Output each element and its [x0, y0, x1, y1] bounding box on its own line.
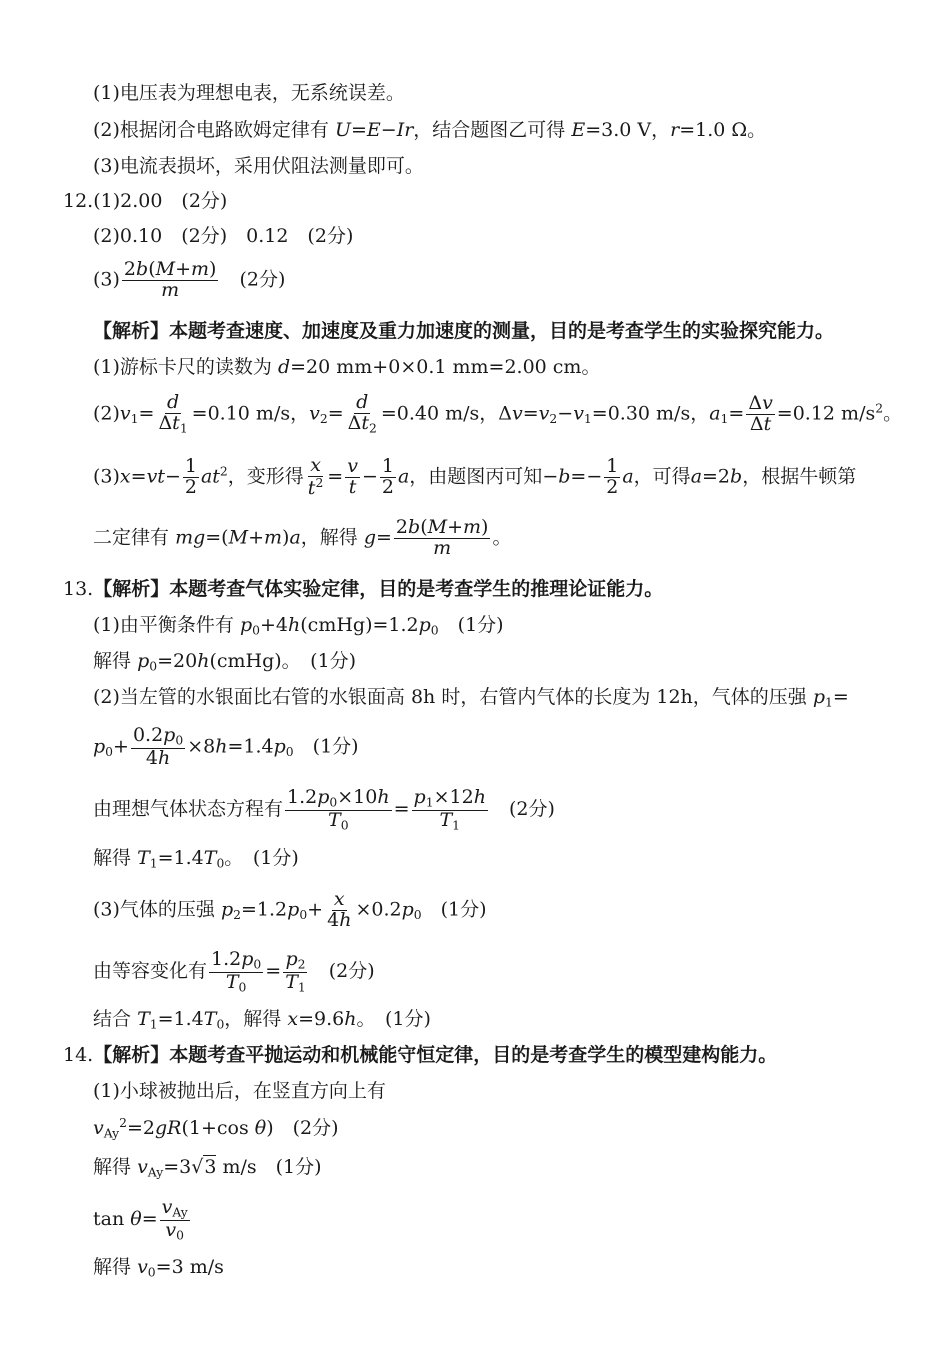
text-line: (3)电流表损坏，采用伏阻法测量即可。: [93, 155, 424, 177]
fraction: $\frac{2b(M+m)}{m}$: [123, 258, 217, 301]
text-line: 12.(1)2.00 (2分): [63, 190, 228, 212]
text-line: 结合 $T_1=1.4T_0$，解得 x=9.6h。 (1分): [93, 1008, 431, 1032]
text-line: 解得 $p_0=20h(cmHg)$。 (1分): [93, 650, 357, 674]
text-line: (1)游标卡尺的读数为 d=20 mm+0×0.1 mm=2.00 cm。: [93, 356, 601, 378]
text-line: (3)气体的压强 $p_2=1.2p_0+$ $\frac{x}{4h}$ $\times 0.2p_0$ (1分): [93, 888, 487, 931]
section-heading: 【解析】本题考查速度、加速度及重力加速度的测量，目的是考查学生的实验探究能力。: [93, 320, 835, 342]
text-line: (3) $\frac{2b(M+m)}{m}$ (2分): [93, 258, 286, 301]
text-line: (1)由平衡条件有 $p_0+4h(cmHg)=1.2p_0$ (1分): [93, 614, 504, 638]
text-line: 解得 $v_{Ay}=3√3$ m/s (1分): [93, 1156, 322, 1180]
text-line: (2)当左管的水银面比右管的水银面高 8h 时，右管内气体的长度为 12h，气体的压强 $p_1=$: [93, 686, 849, 710]
text-line: 解得 $T_1=1.4T_0$。 (1分): [93, 847, 299, 871]
text-line: tan θ= $\frac{v_{Ay}}{v_0}$: [93, 1196, 188, 1243]
text-line: (2)0.10 (2分) 0.12 (2分): [93, 225, 354, 247]
text-line: 由等容变化有 $\frac{1.2p_0}{T_0}$ = $\frac{p_2}{T_1}$ (2分): [93, 948, 375, 995]
text-line: 13.【解析】本题考查气体实验定律，目的是考查学生的推理论证能力。: [63, 578, 664, 600]
text-line: 二定律有 mg=(M+m)a，解得 g= $\frac{2b(M+m)}{m}$ 。: [93, 516, 512, 559]
text-line: 解得 $v_0=3$ m/s: [93, 1256, 224, 1280]
text-line: $p_0+$ $\frac{0.2p_0}{4h}$ $\times 8h=1.4p_0$ (1分): [93, 724, 359, 769]
text-line: 14.【解析】本题考查平抛运动和机械能守恒定律，目的是考查学生的模型建构能力。: [63, 1044, 778, 1066]
text-line: 由理想气体状态方程有 $\frac{1.2p_0\times 10h}{T_0}$ = $\frac{p_1\times 12h}{T_1}$ (2分): [93, 786, 555, 833]
text-line: $v_{Ay}^2=2gR(1+\cos$ θ) (2分): [93, 1116, 339, 1141]
text-line: (3)x=vt− $\frac{1}{2}$ $at^2$，变形得 $\frac{x}{t^2}$ = $\frac{v}{t}$ − $\frac{1}{2}$ a，由题图丙可知−b=− $\frac{1}{2}$ a，可得a=2b，根据牛顿第: [93, 454, 857, 499]
text-line: (1)电压表为理想电表，无系统误差。: [93, 82, 405, 104]
text-line: $(2)v_1=$ $\frac{d}{\Delta t_1}$ =0.10 m/s，$v_2=$ $\frac{d}{\Delta t_2}$ =0.40 m/s，$\Delta v=v_2-v_1=0.30$ m/s，$a_1=$ $\frac{\Delta v}{\Delta t}$ =0.12 $m/s^2$。: [93, 391, 903, 436]
text-line: (1)小球被抛出后，在竖直方向上有: [93, 1080, 386, 1102]
text-line: (2)根据闭合电路欧姆定律有 U=E−Ir，结合题图乙可得 E=3.0 V，r=1.0 Ω。: [93, 119, 767, 141]
